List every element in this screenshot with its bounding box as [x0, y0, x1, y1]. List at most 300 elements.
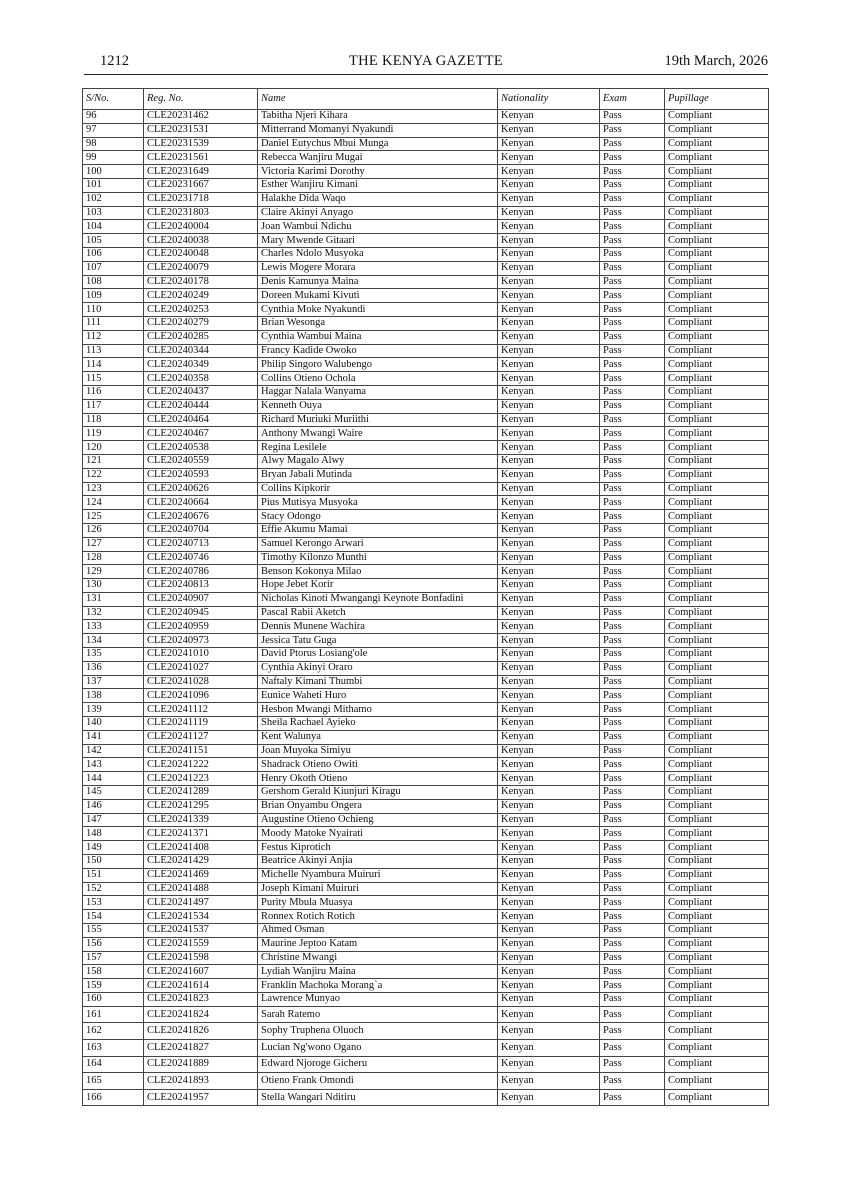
cell-serial: 143: [83, 758, 144, 772]
cell-serial: 133: [83, 620, 144, 634]
cell-pupillage: Compliant: [665, 220, 769, 234]
cell-nationality: Kenyan: [498, 882, 600, 896]
table-row: [83, 1006, 769, 1023]
cell-nationality: Kenyan: [498, 675, 600, 689]
cell-name: Francy Kadide Owoko: [258, 344, 498, 358]
cell-pupillage: Compliant: [665, 689, 769, 703]
table-row: [83, 896, 769, 910]
col-header-serial: S/No.: [83, 89, 144, 110]
cell-reg-no: CLE20240249: [144, 289, 258, 303]
cell-nationality: Kenyan: [498, 730, 600, 744]
cell-name: Ahmed Osman: [258, 924, 498, 938]
table-row: [83, 413, 769, 427]
cell-reg-no: CLE20241614: [144, 979, 258, 993]
table-row: [83, 606, 769, 620]
col-header-nationality: Nationality: [498, 89, 600, 110]
cell-reg-no: CLE20241534: [144, 910, 258, 924]
cell-exam: Pass: [600, 951, 665, 965]
cell-serial: 128: [83, 551, 144, 565]
cell-serial: 127: [83, 537, 144, 551]
gazette-title: THE KENYA GAZETTE: [348, 53, 504, 69]
cell-name: Daniel Eutychus Mbui Munga: [258, 137, 498, 151]
cell-nationality: Kenyan: [498, 385, 600, 399]
cell-name: Sheila Rachael Ayieko: [258, 717, 498, 731]
cell-nationality: Kenyan: [498, 634, 600, 648]
cell-exam: Pass: [600, 1006, 665, 1023]
cell-nationality: Kenyan: [498, 1023, 600, 1040]
table-row: [83, 220, 769, 234]
table-row: [83, 123, 769, 137]
cell-reg-no: CLE20240253: [144, 303, 258, 317]
col-header-name: Name: [258, 89, 498, 110]
cell-nationality: Kenyan: [498, 427, 600, 441]
cell-nationality: Kenyan: [498, 358, 600, 372]
table-row: [83, 1056, 769, 1073]
table-row: [83, 592, 769, 606]
cell-nationality: Kenyan: [498, 247, 600, 261]
table-row: [83, 482, 769, 496]
cell-reg-no: CLE20241010: [144, 648, 258, 662]
cell-exam: Pass: [600, 882, 665, 896]
cell-exam: Pass: [600, 579, 665, 593]
cell-name: Cynthia Moke Nyakundi: [258, 303, 498, 317]
cell-nationality: Kenyan: [498, 772, 600, 786]
table-row: [83, 178, 769, 192]
cell-exam: Pass: [600, 551, 665, 565]
cell-exam: Pass: [600, 316, 665, 330]
cell-pupillage: Compliant: [665, 330, 769, 344]
cell-serial: 149: [83, 841, 144, 855]
cell-reg-no: CLE20241371: [144, 827, 258, 841]
cell-serial: 97: [83, 123, 144, 137]
cell-serial: 111: [83, 316, 144, 330]
cell-serial: 124: [83, 496, 144, 510]
table-row: [83, 165, 769, 179]
cell-name: Collins Kipkorir: [258, 482, 498, 496]
table-row: [83, 1039, 769, 1056]
cell-reg-no: CLE20241893: [144, 1073, 258, 1090]
cell-reg-no: CLE20240279: [144, 316, 258, 330]
cell-reg-no: CLE20240973: [144, 634, 258, 648]
table-row: [83, 620, 769, 634]
cell-nationality: Kenyan: [498, 289, 600, 303]
cell-nationality: Kenyan: [498, 344, 600, 358]
cell-reg-no: CLE20240676: [144, 510, 258, 524]
cell-reg-no: CLE20231718: [144, 192, 258, 206]
cell-exam: Pass: [600, 206, 665, 220]
cell-name: Moody Matoke Nyairati: [258, 827, 498, 841]
cell-pupillage: Compliant: [665, 606, 769, 620]
cell-pupillage: Compliant: [665, 951, 769, 965]
cell-reg-no: CLE20240344: [144, 344, 258, 358]
cell-pupillage: Compliant: [665, 620, 769, 634]
cell-reg-no: CLE20241289: [144, 786, 258, 800]
cell-serial: 105: [83, 234, 144, 248]
cell-pupillage: Compliant: [665, 358, 769, 372]
cell-nationality: Kenyan: [498, 206, 600, 220]
cell-nationality: Kenyan: [498, 896, 600, 910]
cell-exam: Pass: [600, 454, 665, 468]
cell-serial: 116: [83, 385, 144, 399]
cell-nationality: Kenyan: [498, 937, 600, 951]
cell-reg-no: CLE20241957: [144, 1089, 258, 1106]
cell-name: Timothy Kilonzo Munthi: [258, 551, 498, 565]
cell-name: Naftaly Kimani Thumbi: [258, 675, 498, 689]
cell-exam: Pass: [600, 1073, 665, 1090]
cell-pupillage: Compliant: [665, 344, 769, 358]
cell-nationality: Kenyan: [498, 579, 600, 593]
cell-serial: 162: [83, 1023, 144, 1040]
cell-pupillage: Compliant: [665, 924, 769, 938]
cell-reg-no: CLE20241889: [144, 1056, 258, 1073]
table-row: [83, 441, 769, 455]
table-row: [83, 772, 769, 786]
cell-serial: 160: [83, 993, 144, 1007]
cell-exam: Pass: [600, 192, 665, 206]
cell-exam: Pass: [600, 275, 665, 289]
table-row: [83, 634, 769, 648]
cell-exam: Pass: [600, 441, 665, 455]
cell-serial: 115: [83, 372, 144, 386]
cell-pupillage: Compliant: [665, 579, 769, 593]
cell-nationality: Kenyan: [498, 137, 600, 151]
cell-pupillage: Compliant: [665, 634, 769, 648]
cell-serial: 166: [83, 1089, 144, 1106]
cell-pupillage: Compliant: [665, 786, 769, 800]
table-row: [83, 496, 769, 510]
cell-name: Anthony Mwangi Waire: [258, 427, 498, 441]
cell-reg-no: CLE20241598: [144, 951, 258, 965]
cell-nationality: Kenyan: [498, 220, 600, 234]
cell-pupillage: Compliant: [665, 868, 769, 882]
cell-name: Claire Akinyi Anyago: [258, 206, 498, 220]
cell-pupillage: Compliant: [665, 703, 769, 717]
cell-reg-no: CLE20240285: [144, 330, 258, 344]
table-row: [83, 537, 769, 551]
cell-serial: 155: [83, 924, 144, 938]
col-header-pupillage: Pupillage: [665, 89, 769, 110]
cell-pupillage: Compliant: [665, 1006, 769, 1023]
cell-exam: Pass: [600, 303, 665, 317]
cell-pupillage: Compliant: [665, 965, 769, 979]
cell-serial: 98: [83, 137, 144, 151]
cell-name: Tabitha Njeri Kihara: [258, 110, 498, 124]
cell-serial: 165: [83, 1073, 144, 1090]
cell-nationality: Kenyan: [498, 799, 600, 813]
cell-name: Bryan Jabali Mutinda: [258, 468, 498, 482]
cell-serial: 96: [83, 110, 144, 124]
cell-serial: 114: [83, 358, 144, 372]
cell-pupillage: Compliant: [665, 496, 769, 510]
cell-pupillage: Compliant: [665, 841, 769, 855]
cell-exam: Pass: [600, 993, 665, 1007]
table-row: [83, 206, 769, 220]
cell-nationality: Kenyan: [498, 951, 600, 965]
cell-name: Augustine Otieno Ochieng: [258, 813, 498, 827]
cell-pupillage: Compliant: [665, 896, 769, 910]
cell-exam: Pass: [600, 730, 665, 744]
cell-name: Edward Njoroge Gicheru: [258, 1056, 498, 1073]
cell-reg-no: CLE20240593: [144, 468, 258, 482]
cell-reg-no: CLE20240358: [144, 372, 258, 386]
cell-serial: 102: [83, 192, 144, 206]
cell-reg-no: CLE20240786: [144, 565, 258, 579]
cell-reg-no: CLE20241827: [144, 1039, 258, 1056]
cell-name: Eunice Waheti Huro: [258, 689, 498, 703]
cell-name: Purity Mbula Muasya: [258, 896, 498, 910]
cell-name: Samuel Kerongo Arwari: [258, 537, 498, 551]
cell-nationality: Kenyan: [498, 110, 600, 124]
cell-nationality: Kenyan: [498, 261, 600, 275]
cell-nationality: Kenyan: [498, 151, 600, 165]
cell-pupillage: Compliant: [665, 413, 769, 427]
table-row: [83, 758, 769, 772]
cell-exam: Pass: [600, 234, 665, 248]
cell-reg-no: CLE20241497: [144, 896, 258, 910]
table-row: [83, 137, 769, 151]
cell-nationality: Kenyan: [498, 441, 600, 455]
cell-pupillage: Compliant: [665, 482, 769, 496]
cell-serial: 100: [83, 165, 144, 179]
cell-nationality: Kenyan: [498, 510, 600, 524]
cell-exam: Pass: [600, 855, 665, 869]
cell-name: Brian Wesonga: [258, 316, 498, 330]
cell-name: Gershom Gerald Kiunjuri Kiragu: [258, 786, 498, 800]
cell-reg-no: CLE20240907: [144, 592, 258, 606]
table-row: [83, 247, 769, 261]
cell-pupillage: Compliant: [665, 1056, 769, 1073]
cell-name: Maurine Jeptoo Katam: [258, 937, 498, 951]
cell-name: Lawrence Munyao: [258, 993, 498, 1007]
cell-name: Franklin Machoka Morang`a: [258, 979, 498, 993]
cell-exam: Pass: [600, 606, 665, 620]
cell-reg-no: CLE20241823: [144, 993, 258, 1007]
cell-serial: 156: [83, 937, 144, 951]
cell-pupillage: Compliant: [665, 523, 769, 537]
cell-pupillage: Compliant: [665, 441, 769, 455]
cell-name: Halakhe Dida Waqo: [258, 192, 498, 206]
cell-reg-no: CLE20241826: [144, 1023, 258, 1040]
table-row: [83, 234, 769, 248]
table-row: [83, 799, 769, 813]
cell-name: Victoria Karimi Dorothy: [258, 165, 498, 179]
cell-pupillage: Compliant: [665, 399, 769, 413]
cell-nationality: Kenyan: [498, 648, 600, 662]
table-row: [83, 372, 769, 386]
cell-serial: 161: [83, 1006, 144, 1023]
cell-reg-no: CLE20231531: [144, 123, 258, 137]
cell-serial: 152: [83, 882, 144, 896]
cell-exam: Pass: [600, 510, 665, 524]
cell-nationality: Kenyan: [498, 1039, 600, 1056]
table-row: [83, 910, 769, 924]
cell-serial: 147: [83, 813, 144, 827]
cell-nationality: Kenyan: [498, 165, 600, 179]
table-row: [83, 689, 769, 703]
cell-reg-no: CLE20240079: [144, 261, 258, 275]
cell-name: Alwy Magalo Alwy: [258, 454, 498, 468]
table-row: [83, 427, 769, 441]
cell-serial: 148: [83, 827, 144, 841]
cell-nationality: Kenyan: [498, 551, 600, 565]
cell-exam: Pass: [600, 178, 665, 192]
cell-serial: 113: [83, 344, 144, 358]
cell-name: Esther Wanjiru Kimani: [258, 178, 498, 192]
table-row: [83, 786, 769, 800]
cell-exam: Pass: [600, 965, 665, 979]
cell-exam: Pass: [600, 758, 665, 772]
table-row: [83, 1023, 769, 1040]
cell-nationality: Kenyan: [498, 496, 600, 510]
cell-reg-no: CLE20240713: [144, 537, 258, 551]
cell-exam: Pass: [600, 910, 665, 924]
cell-serial: 121: [83, 454, 144, 468]
cell-serial: 104: [83, 220, 144, 234]
table-row: [83, 882, 769, 896]
cell-nationality: Kenyan: [498, 454, 600, 468]
cell-reg-no: CLE20231803: [144, 206, 258, 220]
cell-serial: 159: [83, 979, 144, 993]
cell-serial: 150: [83, 855, 144, 869]
cell-reg-no: CLE20231649: [144, 165, 258, 179]
table-row: [83, 399, 769, 413]
cell-pupillage: Compliant: [665, 937, 769, 951]
cell-nationality: Kenyan: [498, 316, 600, 330]
cell-serial: 130: [83, 579, 144, 593]
cell-serial: 103: [83, 206, 144, 220]
table-row: [83, 1073, 769, 1090]
cell-nationality: Kenyan: [498, 399, 600, 413]
table-row: [83, 813, 769, 827]
cell-nationality: Kenyan: [498, 192, 600, 206]
table-row: [83, 855, 769, 869]
cell-nationality: Kenyan: [498, 1089, 600, 1106]
cell-exam: Pass: [600, 868, 665, 882]
cell-pupillage: Compliant: [665, 165, 769, 179]
cell-nationality: Kenyan: [498, 786, 600, 800]
cell-pupillage: Compliant: [665, 661, 769, 675]
cell-exam: Pass: [600, 247, 665, 261]
cell-name: David Ptorus Losiang'ole: [258, 648, 498, 662]
cell-nationality: Kenyan: [498, 993, 600, 1007]
cell-name: Brian Onyambu Ongera: [258, 799, 498, 813]
cell-nationality: Kenyan: [498, 330, 600, 344]
cell-pupillage: Compliant: [665, 261, 769, 275]
cell-nationality: Kenyan: [498, 275, 600, 289]
cell-serial: 145: [83, 786, 144, 800]
cell-pupillage: Compliant: [665, 1073, 769, 1090]
cell-pupillage: Compliant: [665, 234, 769, 248]
cell-name: Philip Singoro Walubengo: [258, 358, 498, 372]
cell-exam: Pass: [600, 137, 665, 151]
table-row: [83, 551, 769, 565]
cell-pupillage: Compliant: [665, 772, 769, 786]
cell-serial: 101: [83, 178, 144, 192]
cell-reg-no: CLE20241824: [144, 1006, 258, 1023]
cell-name: Effie Akumu Mamai: [258, 523, 498, 537]
cell-nationality: Kenyan: [498, 827, 600, 841]
cell-reg-no: CLE20240437: [144, 385, 258, 399]
cell-pupillage: Compliant: [665, 123, 769, 137]
cell-nationality: Kenyan: [498, 372, 600, 386]
cell-pupillage: Compliant: [665, 289, 769, 303]
cell-serial: 140: [83, 717, 144, 731]
cell-pupillage: Compliant: [665, 372, 769, 386]
cell-name: Shadrack Otieno Owiti: [258, 758, 498, 772]
cell-pupillage: Compliant: [665, 993, 769, 1007]
cell-pupillage: Compliant: [665, 537, 769, 551]
cell-name: Sarah Ratemo: [258, 1006, 498, 1023]
cell-serial: 112: [83, 330, 144, 344]
cell-exam: Pass: [600, 496, 665, 510]
cell-reg-no: CLE20241339: [144, 813, 258, 827]
table-row: [83, 510, 769, 524]
cell-name: Doreen Mukami Kivuti: [258, 289, 498, 303]
cell-pupillage: Compliant: [665, 910, 769, 924]
cell-exam: Pass: [600, 537, 665, 551]
cell-serial: 107: [83, 261, 144, 275]
table-row: [83, 1089, 769, 1106]
cell-exam: Pass: [600, 703, 665, 717]
cell-name: Beatrice Akinyi Anjia: [258, 855, 498, 869]
cell-name: Pascal Rabii Aketch: [258, 606, 498, 620]
cell-serial: 106: [83, 247, 144, 261]
cell-name: Rebecca Wanjiru Mugai: [258, 151, 498, 165]
cell-reg-no: CLE20241027: [144, 661, 258, 675]
table-row: [83, 110, 769, 124]
cell-exam: Pass: [600, 813, 665, 827]
cell-serial: 119: [83, 427, 144, 441]
table-row: [83, 868, 769, 882]
cell-name: Regina Lesilele: [258, 441, 498, 455]
cell-name: Collins Otieno Ochola: [258, 372, 498, 386]
cell-reg-no: CLE20241429: [144, 855, 258, 869]
cell-pupillage: Compliant: [665, 565, 769, 579]
cell-name: Kenneth Ouya: [258, 399, 498, 413]
cell-pupillage: Compliant: [665, 385, 769, 399]
cell-reg-no: CLE20240704: [144, 523, 258, 537]
cell-reg-no: CLE20241119: [144, 717, 258, 731]
cell-nationality: Kenyan: [498, 868, 600, 882]
table-row: [83, 993, 769, 1007]
cell-reg-no: CLE20240038: [144, 234, 258, 248]
cell-name: Richard Muriuki Muriithi: [258, 413, 498, 427]
cell-pupillage: Compliant: [665, 717, 769, 731]
cell-reg-no: CLE20240178: [144, 275, 258, 289]
cell-reg-no: CLE20231667: [144, 178, 258, 192]
cell-exam: Pass: [600, 772, 665, 786]
cell-serial: 151: [83, 868, 144, 882]
cell-exam: Pass: [600, 1023, 665, 1040]
cell-exam: Pass: [600, 827, 665, 841]
cell-exam: Pass: [600, 620, 665, 634]
table-row: [83, 661, 769, 675]
cell-exam: Pass: [600, 372, 665, 386]
cell-exam: Pass: [600, 261, 665, 275]
cell-nationality: Kenyan: [498, 1056, 600, 1073]
cell-exam: Pass: [600, 330, 665, 344]
table-row: [83, 151, 769, 165]
cell-serial: 136: [83, 661, 144, 675]
page-number: 1212: [100, 53, 129, 69]
issue-date: 19th March, 2026: [664, 53, 768, 69]
cell-exam: Pass: [600, 110, 665, 124]
results-table: [82, 88, 769, 1106]
cell-reg-no: CLE20240664: [144, 496, 258, 510]
cell-exam: Pass: [600, 220, 665, 234]
cell-nationality: Kenyan: [498, 234, 600, 248]
cell-exam: Pass: [600, 165, 665, 179]
